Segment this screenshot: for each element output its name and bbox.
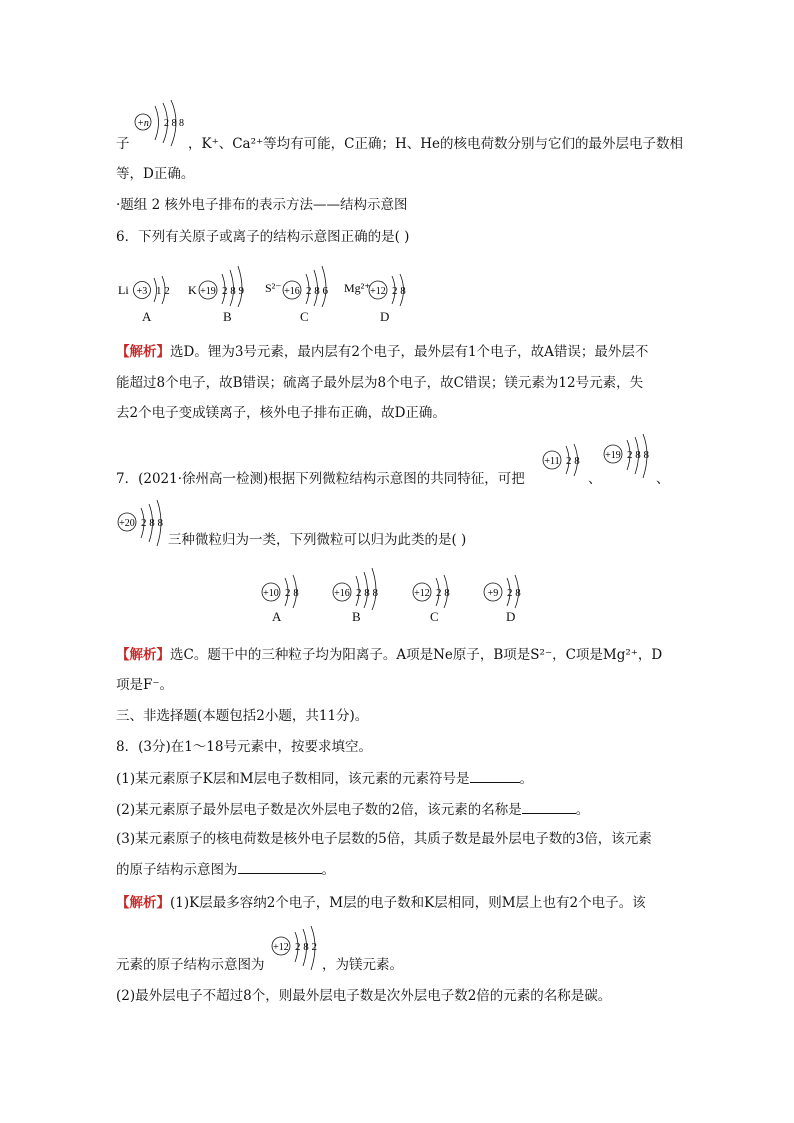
jiexi-tag: 【解析】	[116, 344, 170, 360]
q6-letter-d: D	[380, 309, 390, 324]
nucleus: +12	[273, 942, 289, 953]
q8-sub-3a: (3)某元素原子的核电荷数是核外电子层数的5倍，其质子数是最外层电子数的3倍，该元素	[116, 831, 652, 847]
q7-options	[255, 566, 545, 612]
q8-sub-1	[116, 768, 533, 789]
q7-sep-2: 、	[656, 471, 670, 487]
nucleus-mg: +12	[370, 286, 386, 297]
diagram-plus-n	[128, 100, 188, 152]
nucleus: +11	[544, 456, 560, 467]
q7-sep-1: 、	[588, 471, 602, 487]
q6-options	[112, 260, 432, 308]
nucleus-d: +9	[487, 588, 499, 599]
q8-sub-2-text: (2)某元素原子最外层电子数是次外层电子数的2倍，该元素的名称是	[116, 802, 522, 818]
shells-b: 2 8 8	[356, 587, 378, 599]
a6-line-2: 能超过8个电子，故B错误；硫离子最外层为8个电子，故C错误；镁元素为12号元素，失	[116, 375, 644, 391]
symbol-mg: Mg²⁺	[344, 281, 371, 295]
a6-line-1	[116, 342, 648, 362]
para-2: 等，D正确。	[116, 166, 195, 182]
nucleus-k: +19	[200, 286, 216, 297]
a6-line-3: 去2个电子变成镁离子，核外电子排布正确，故D正确。	[116, 405, 446, 421]
nucleus-b: +16	[334, 588, 350, 599]
q7-letter-c: C	[430, 609, 439, 624]
nucleus-c: +12	[414, 588, 430, 599]
a8-line-1	[116, 893, 646, 913]
shells-k: 2 8 9	[222, 285, 244, 297]
shells-li: 1 2	[156, 285, 170, 297]
q8-sub-3b	[116, 859, 335, 880]
q8-sub-3-end: 。	[321, 862, 335, 878]
q6-letter-a: A	[142, 309, 152, 324]
shells: 2 8 8	[141, 517, 163, 529]
a7-line-1	[116, 645, 662, 665]
q6-letter-c: C	[300, 309, 309, 324]
group-heading: ·题组 2 核外电子排布的表示方法——结构示意图	[116, 197, 408, 213]
q8-stem: 8．(3分)在1～18号元素中，按要求填空。	[116, 739, 372, 755]
a6-text-1: 选D。锂为3号元素，最内层有2个电子，最外层有1个电子，故A错误；最外层不	[170, 344, 649, 360]
shells-s: 2 8 6	[306, 285, 328, 297]
section-3-heading: 三、非选择题(本题包括2小题，共11分)。	[116, 708, 369, 724]
shells: 2 8	[566, 455, 580, 467]
shell-label: 2 8 8	[164, 118, 184, 129]
q6-stem: 6．下列有关原子或离子的结构示意图正确的是( )	[116, 229, 410, 245]
nucleus-s: +16	[284, 286, 300, 297]
q7-line-2: 三种微粒归为一类，下列微粒可以归为此类的是( )	[168, 532, 467, 548]
para-1-post: ，K⁺、Ca²⁺等均有可能，C正确；H、He的核电荷数分别与它们的最外层电子数相	[188, 136, 683, 152]
jiexi-tag: 【解析】	[116, 895, 170, 911]
nucleus-li: +3	[136, 286, 148, 297]
shells-a: 2 8	[285, 587, 299, 599]
q8-sub-3-text: 的原子结构示意图为	[116, 862, 238, 878]
a8-text-1: (1)K层最多容纳2个电子，M层的电子数和K层相同，则M层上也有2个电子。该	[170, 895, 646, 911]
nucleus-label: +n	[137, 118, 149, 129]
q7-letter-d: D	[506, 609, 516, 624]
nucleus: +20	[119, 518, 135, 529]
q7-line-1: 7．(2021·徐州高一检测)根据下列微粒结构示意图的共同特征，可把	[116, 471, 525, 487]
nucleus-a: +10	[263, 588, 279, 599]
shells-c: 2 8	[436, 587, 450, 599]
a7-line-2: 项是F⁻。	[116, 677, 173, 693]
jiexi-tag: 【解析】	[116, 647, 170, 663]
q7-letter-b: B	[352, 609, 361, 624]
q6-letter-b: B	[223, 309, 232, 324]
para-1-pre: 子	[116, 136, 130, 152]
q8-sub-1-end: 。	[519, 771, 534, 787]
answer-blank-3[interactable]	[238, 859, 322, 874]
shells-mg: 2 8	[392, 285, 406, 297]
q8-sub-1-text: (1)某元素原子K层和M层电子数相同，该元素的元素符号是	[116, 771, 470, 787]
a8-line-2-post: ，为镁元素。	[322, 957, 403, 973]
a7-text-1: 选C。题干中的三种粒子均为阳离子。A项是Ne原子，B项是S²⁻，C项是Mg²⁺，D	[170, 647, 663, 663]
symbol-k: K	[188, 283, 197, 297]
q8-sub-2-end: 。	[575, 802, 590, 818]
q8-sub-2	[116, 799, 589, 820]
symbol-li: Li	[118, 283, 129, 297]
a8-line-2-pre: 元素的原子结构示意图为	[116, 957, 265, 973]
shells: 2 8 8	[627, 449, 649, 461]
answer-blank-1[interactable]	[470, 768, 520, 783]
a8-line-3: (2)最外层电子不超过8个，则最外层电子数是次外层电子数2倍的元素的名称是碳。	[116, 988, 612, 1004]
q7-letter-a: A	[272, 609, 282, 624]
shells: 2 8 2	[295, 941, 317, 953]
nucleus: +19	[605, 450, 621, 461]
shells-d: 2 8	[507, 587, 521, 599]
symbol-s: S²⁻	[265, 281, 282, 295]
answer-blank-2[interactable]	[522, 799, 576, 814]
